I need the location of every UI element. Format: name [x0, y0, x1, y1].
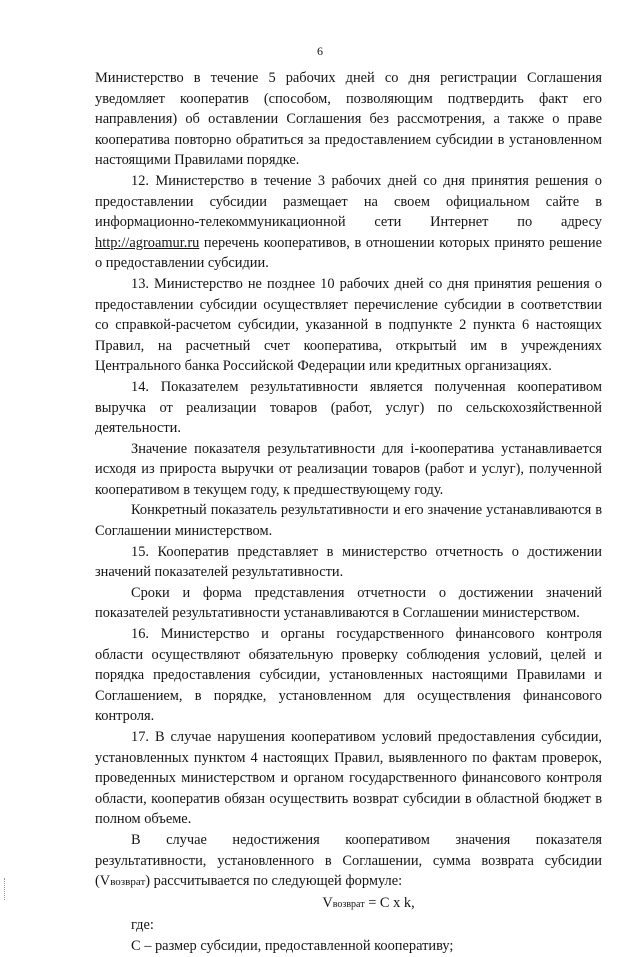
- paragraph-12: [95, 171, 602, 274]
- paragraph-17: 17. В случае нарушения кооперативом условий предоставления субсидии, установленных пунктом 4 настоящих Правил, выявленного по фактам проверок, проведенных министерством и органом государственного финансового контроля области, кооператив обязан осуществить возврат субсидии в областной бюджет в полном объеме.: [95, 729, 602, 828]
- document-body: [95, 68, 602, 957]
- refund-intro-end: ) рассчитывается по следующей формуле:: [145, 873, 403, 890]
- formula-rest: = C x k,: [364, 894, 415, 911]
- agroamur-link[interactable]: http://agroamur.ru: [95, 234, 200, 251]
- paragraph-14: 14. Показателем результативности является полученная кооперативом выручка от реализации товаров (работ, услуг) по сельскохозяйственной деятельности.: [95, 378, 602, 437]
- paragraph-indicator-value: Значение показателя результативности для i-кооператива устанавливается исходя из прироста выручки от реализации товаров (работ и услуг), полученной кооперативом в текущем году, к предшествующему году.: [95, 440, 602, 498]
- paragraph-reporting-terms: Сроки и форма представления отчетности о достижении значений показателей результативности устанавливаются в Соглашении министерством.: [95, 584, 602, 622]
- paragraph-intro: Министерство в течение 5 рабочих дней со дня регистрации Соглашения уведомляет кооператив (способом, позволяющим подтвердить факт его направления) об оставлении Соглашения без рассмотрения, а также о праве кооператива повторно обратиться за предоставлением субсидии в установленном настоящими Правилами порядке.: [95, 70, 602, 169]
- paragraph-12-text-start: 12. Министерство в течение 3 рабочих дней со дня принятия решения о предоставлении субсидии размещает на своем официальном сайте в информационно-телекоммуникационной сети Интернет по адресу: [95, 172, 602, 231]
- definition-c: С – размер субсидии, предоставленной кооперативу;: [131, 937, 454, 954]
- refund-subscript: возврат: [110, 876, 146, 889]
- paragraph-12-text-end: перечень кооперативов, в отношении которых принято решение о предоставлении субсидии.: [95, 234, 602, 272]
- paragraph-13: 13. Министерство не позднее 10 рабочих дней со дня принятия решения о предоставлении субсидии осуществляет перечисление субсидии в соответствии со справкой-расчетом субсидии, указанной в подпункте 2 пункта 6 настоящих Правил, на расчетный счет кооператива, открытый им в учреждениях Центрального банка Российской Федерации или кредитных организациях.: [95, 275, 602, 375]
- page-number: 6: [317, 44, 323, 58]
- paragraph-refund-formula-intro: [95, 830, 602, 893]
- formula-v: V: [322, 894, 333, 911]
- paragraph-15: 15. Кооператив представляет в министерство отчетность о достижении значений показателей результативности.: [95, 543, 602, 581]
- scan-edge-mark: [4, 878, 8, 900]
- refund-formula: [95, 893, 602, 916]
- refund-intro-text: В случае недостижения кооперативом значения показателя результативности, установленного в Соглашении, сумма возврата субсидии (V: [95, 831, 602, 890]
- formula-subscript: возврат: [332, 898, 365, 910]
- where-label: где:: [131, 917, 154, 934]
- paragraph-indicator-specific: Конкретный показатель результативности и его значение устанавливаются в Соглашении министерством.: [95, 502, 602, 540]
- paragraph-16: 16. Министерство и органы государственного финансового контроля области осуществляют обязательную проверку соблюдения условий, целей и порядка предоставления субсидии, установленных настоящими Правилами и Соглашением, в порядке, установленном для осуществления финансового контроля.: [95, 626, 602, 725]
